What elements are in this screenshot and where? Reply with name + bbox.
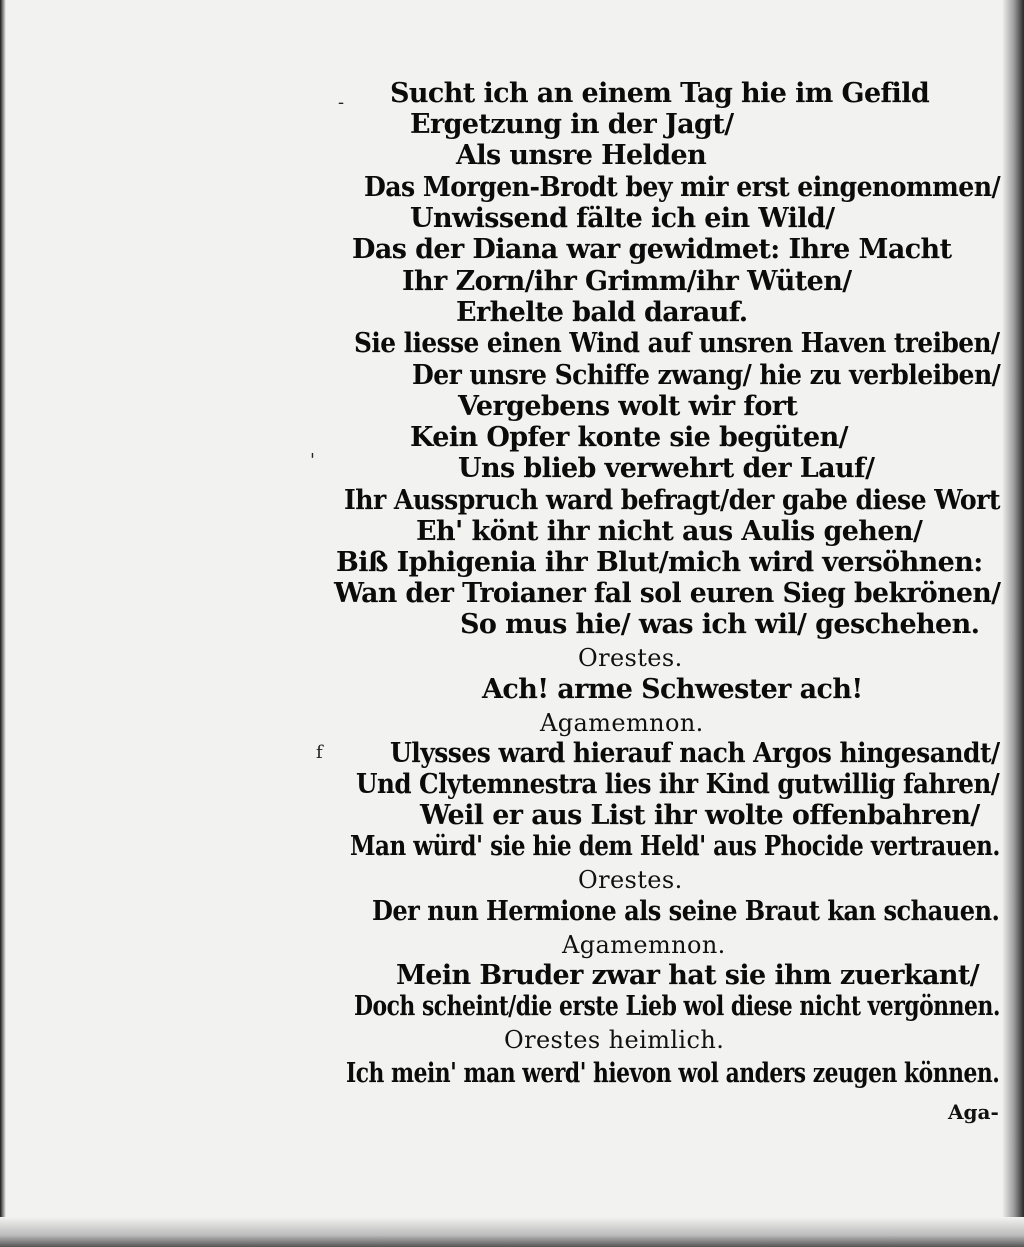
verse-line: Biß Iphigenia ihr Blut/mich wird versöhnen: bbox=[336, 547, 983, 578]
margin-mark: f bbox=[316, 742, 323, 763]
speaker-name: Agamemnon. bbox=[540, 709, 704, 737]
verse-line: Das der Diana war gewidmet: Ihre Macht bbox=[352, 234, 952, 265]
margin-mark: - bbox=[338, 92, 345, 113]
page-left-edge-shadow bbox=[0, 0, 6, 1247]
speaker-name: Orestes. bbox=[578, 866, 683, 894]
page-bottom-edge-shadow bbox=[0, 1217, 1024, 1247]
verse-line: Ergetzung in der Jagt/ bbox=[410, 109, 734, 140]
verse-line: Als unsre Helden bbox=[456, 140, 707, 171]
verse-line: Eh' könt ihr nicht aus Aulis gehen/ bbox=[416, 516, 923, 547]
verse-line: Vergebens wolt wir fort bbox=[458, 391, 798, 422]
verse-line: Und Clytemnestra lies ihr Kind gutwillig fahren/ bbox=[356, 769, 1000, 800]
verse-line: Wan der Troianer fal sol euren Sieg bekrönen/ bbox=[334, 578, 1001, 609]
verse-line: So mus hie/ was ich wil/ geschehen. bbox=[460, 609, 980, 640]
verse-line: Mein Bruder zwar hat sie ihm zuerkant/ bbox=[396, 960, 980, 991]
verse-line: Ulysses ward hierauf nach Argos hingesandt/ bbox=[390, 738, 1000, 769]
verse-line: Das Morgen-Brodt bey mir erst eingenommen/ bbox=[364, 172, 1001, 203]
verse-line: Erhelte bald darauf. bbox=[456, 297, 748, 328]
speaker-name: Orestes. bbox=[578, 644, 683, 672]
verse-line: Ihr Zorn/ihr Grimm/ihr Wüten/ bbox=[402, 266, 852, 297]
stage-direction: Orestes heimlich. bbox=[504, 1026, 725, 1054]
verse-line: Kein Opfer konte sie begüten/ bbox=[410, 422, 848, 453]
verse-line: Man würd' sie hie dem Held' aus Phocide vertrauen. bbox=[350, 831, 1000, 862]
page-right-edge-shadow bbox=[1002, 0, 1024, 1247]
margin-mark: ' bbox=[310, 450, 315, 471]
verse-line: Uns blieb verwehrt der Lauf/ bbox=[458, 453, 875, 484]
verse-line: Sie liesse einen Wind auf unsren Haven treiben/ bbox=[354, 328, 1000, 359]
verse-line: Der nun Hermione als seine Braut kan schauen. bbox=[372, 896, 1000, 927]
verse-line: Weil er aus List ihr wolte offenbahren/ bbox=[420, 800, 980, 831]
verse-line: Ihr Ausspruch ward befragt/der gabe diese Wort bbox=[344, 485, 1000, 516]
verse-line: Doch scheint/die erste Lieb wol diese nicht vergönnen. bbox=[354, 991, 1000, 1022]
verse-line: Ich mein' man werd' hievon wol anders zeugen können. bbox=[346, 1058, 1000, 1089]
verse-line: Der unsre Schiffe zwang/ hie zu verbleiben/ bbox=[412, 360, 1001, 391]
speaker-name: Agamemnon. bbox=[562, 931, 726, 959]
verse-line: Sucht ich an einem Tag hie im Gefild bbox=[390, 78, 930, 109]
catchword: Aga- bbox=[948, 1100, 999, 1124]
verse-line: Unwissend fälte ich ein Wild/ bbox=[410, 203, 835, 234]
verse-line: Ach! arme Schwester ach! bbox=[482, 674, 863, 705]
